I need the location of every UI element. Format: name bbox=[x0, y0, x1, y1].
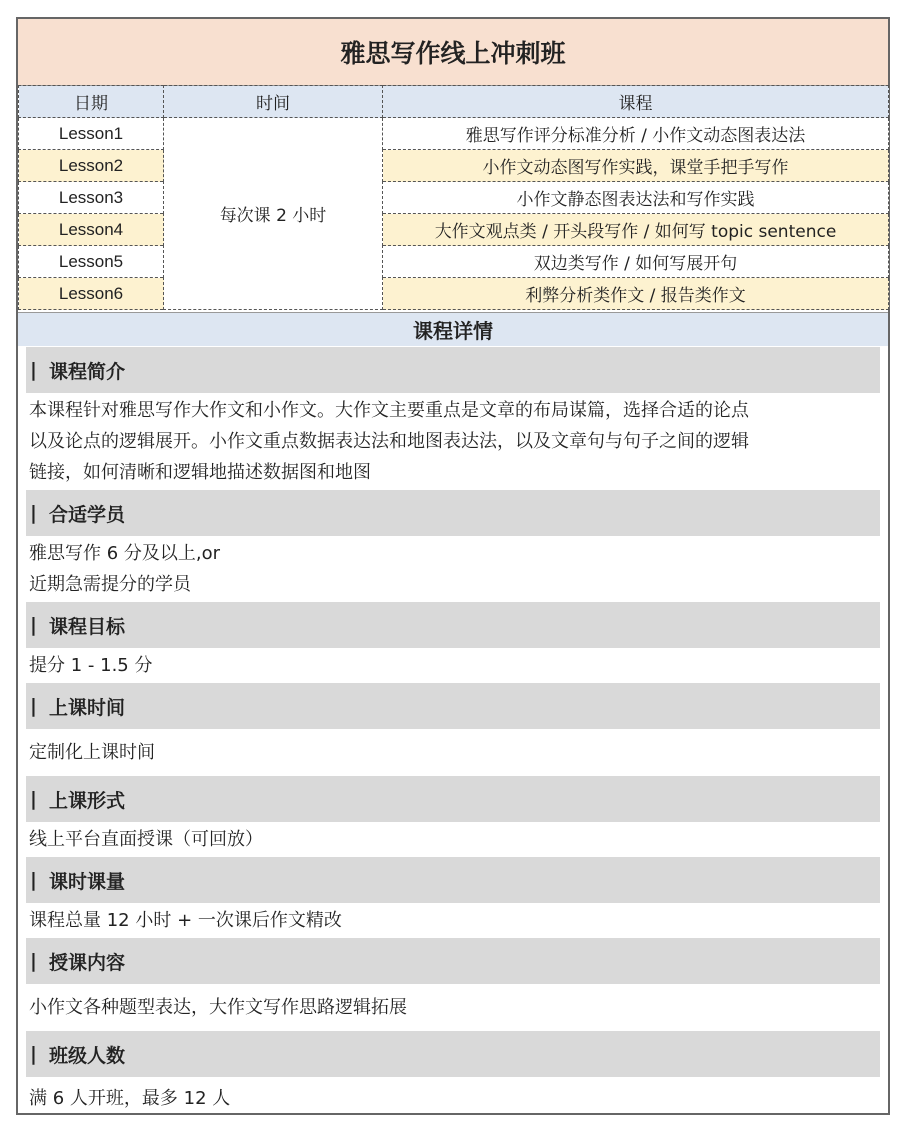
section-line: 满 6 人开班，最多 12 人 bbox=[29, 1088, 231, 1109]
section-heading-text: 上课形式 bbox=[48, 789, 125, 812]
heading-bar-icon: | bbox=[30, 695, 37, 717]
heading-bar-icon: | bbox=[30, 869, 37, 891]
section-body bbox=[26, 1077, 880, 1116]
heading-bar-icon: | bbox=[30, 788, 37, 810]
course-cell: 大作文观点类 / 开头段写作 / 如何写 topic sentence bbox=[383, 214, 889, 246]
table-row bbox=[19, 278, 889, 310]
section-heading bbox=[26, 683, 880, 729]
section-line: 以及论点的逻辑展开。小作文重点数据表达法和地图表达法，以及文章句与句子之间的逻辑 bbox=[29, 431, 749, 452]
header-course: 课程 bbox=[383, 86, 889, 118]
section-body bbox=[26, 536, 880, 602]
course-cell: 雅思写作评分标准分析 / 小作文动态图表达法 bbox=[383, 118, 889, 150]
section-heading-text: 课程简介 bbox=[48, 360, 125, 383]
course-cell: 小作文静态图表达法和写作实践 bbox=[383, 182, 889, 214]
heading-bar-icon: | bbox=[30, 1043, 37, 1065]
course-cell: 利弊分析类作文 / 报告类作文 bbox=[383, 278, 889, 310]
course-cell: 小作文动态图写作实践，课堂手把手写作 bbox=[383, 150, 889, 182]
section-heading bbox=[26, 857, 880, 903]
section-body bbox=[26, 648, 880, 683]
lesson-cell: Lesson5 bbox=[19, 246, 164, 278]
section-body bbox=[26, 984, 880, 1031]
lesson-cell: Lesson6 bbox=[19, 278, 164, 310]
details-section bbox=[26, 347, 880, 1116]
section-heading-text: 课时课量 bbox=[48, 870, 125, 893]
section-heading-text: 上课时间 bbox=[48, 696, 125, 719]
section-body bbox=[26, 822, 880, 857]
section-heading bbox=[26, 490, 880, 536]
table-row bbox=[19, 150, 889, 182]
section-line: 小作文各种题型表达，大作文写作思路逻辑拓展 bbox=[29, 997, 407, 1018]
section-line: 本课程针对雅思写作大作文和小作文。大作文主要重点是文章的布局谋篇，选择合适的论点 bbox=[29, 400, 749, 421]
table-row bbox=[19, 182, 889, 214]
lesson-cell: Lesson4 bbox=[19, 214, 164, 246]
section-line: 提分 1 - 1.5 分 bbox=[29, 655, 153, 676]
section-line: 课程总量 12 小时 + 一次课后作文精改 bbox=[29, 910, 342, 931]
section-heading-text: 课程目标 bbox=[48, 615, 125, 638]
table-row bbox=[19, 118, 889, 150]
section-heading bbox=[26, 1031, 880, 1077]
time-cell: 每次课 2 小时 bbox=[164, 118, 383, 310]
section-line: 线上平台直面授课（可回放） bbox=[29, 829, 263, 850]
section-line: 链接，如何清晰和逻辑地描述数据图和地图 bbox=[29, 462, 371, 483]
header-date: 日期 bbox=[19, 86, 164, 118]
details-title: 课程详情 bbox=[18, 312, 888, 346]
header-time: 时间 bbox=[164, 86, 383, 118]
schedule-table bbox=[18, 85, 889, 310]
section-heading-text: 合适学员 bbox=[48, 503, 125, 526]
section-line: 雅思写作 6 分及以上,or bbox=[29, 543, 221, 564]
section-line: 近期急需提分的学员 bbox=[29, 574, 191, 595]
section-heading bbox=[26, 347, 880, 393]
lesson-cell: Lesson2 bbox=[19, 150, 164, 182]
page-title: 雅思写作线上冲刺班 bbox=[18, 19, 888, 86]
course-cell: 双边类写作 / 如何写展开句 bbox=[383, 246, 889, 278]
table-row bbox=[19, 246, 889, 278]
heading-bar-icon: | bbox=[30, 502, 37, 524]
lesson-cell: Lesson1 bbox=[19, 118, 164, 150]
section-heading-text: 班级人数 bbox=[48, 1044, 125, 1067]
heading-bar-icon: | bbox=[30, 359, 37, 381]
section-heading bbox=[26, 776, 880, 822]
heading-bar-icon: | bbox=[30, 950, 37, 972]
schedule-header-row bbox=[19, 86, 889, 118]
section-heading-text: 授课内容 bbox=[48, 951, 125, 974]
section-body bbox=[26, 903, 880, 938]
section-body bbox=[26, 729, 880, 776]
heading-bar-icon: | bbox=[30, 614, 37, 636]
lesson-cell: Lesson3 bbox=[19, 182, 164, 214]
table-row bbox=[19, 214, 889, 246]
section-body bbox=[26, 393, 880, 490]
section-line: 定制化上课时间 bbox=[29, 742, 155, 763]
section-heading bbox=[26, 938, 880, 984]
section-heading bbox=[26, 602, 880, 648]
